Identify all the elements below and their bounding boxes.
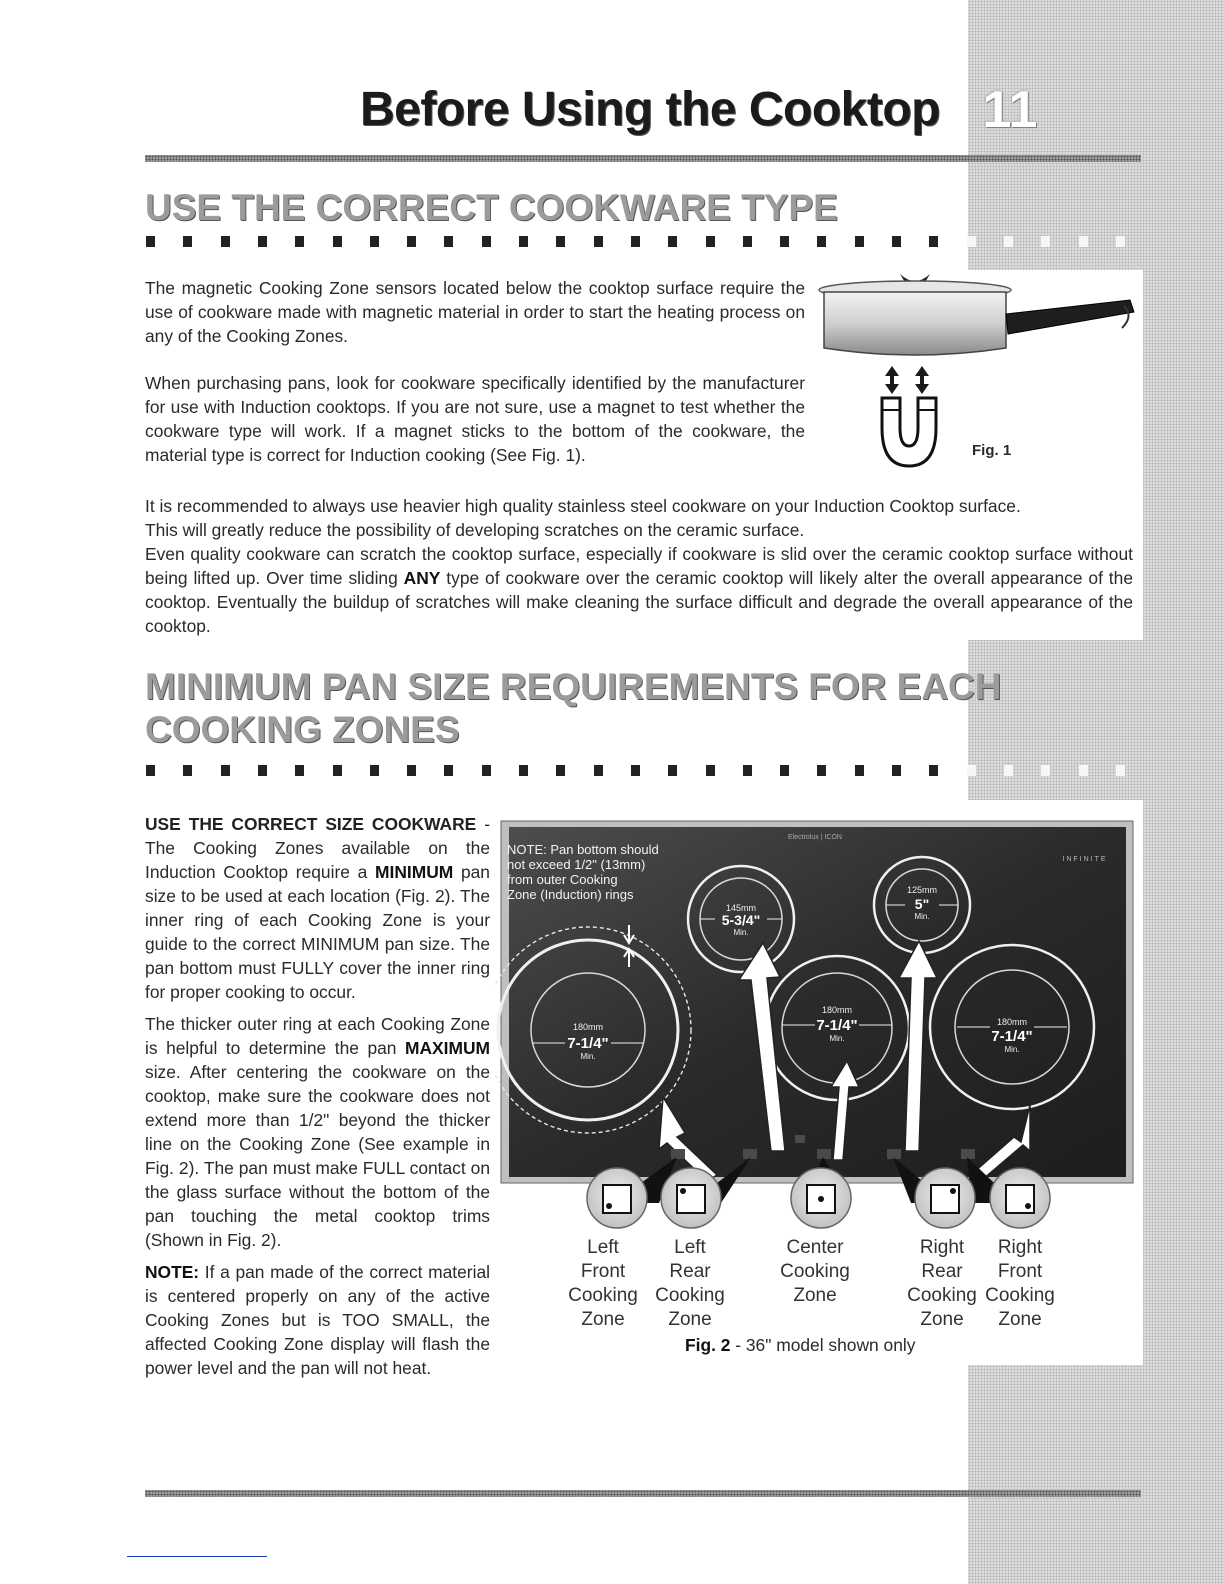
divider-square [295, 765, 304, 776]
paragraph: When purchasing pans, look for cookware specifically identified by the manufacturer for use with Induction cooktops. If you are not sure, use a magnet to test whether the cookware type will work. If a magnet sticks to the bottom of the cookware, the material type is correct for Induction cooking (See Fig. 1). [145, 373, 805, 465]
zone-size-inch: 7-1/4" [816, 1017, 858, 1034]
divider-square [146, 765, 155, 776]
text-run: size. After centering the cookware on the cooktop, make sure the cookware does not extend more than 1/2" beyond the thicker line on the Cooking Zone (See example in Fig. 2). The pan must make FULL contact on the glass surface without the bottom of the pan touching the metal cooktop trims (Shown in Fig. 2). [145, 1062, 490, 1250]
divider-square [1041, 236, 1050, 247]
divider-square [519, 765, 528, 776]
zone-label-line: Zone [581, 1309, 625, 1330]
divider-square [444, 236, 453, 247]
zone-label-line: Cooking [568, 1285, 638, 1306]
divider-square [258, 765, 267, 776]
zone-size-mm: 180mm [572, 1022, 604, 1032]
zone-label-line: Front [580, 1261, 626, 1282]
pan-magnet-illustration [812, 270, 1152, 470]
divider-square [482, 765, 491, 776]
zone-label-line: Right [997, 1237, 1043, 1258]
divider-square [594, 765, 603, 776]
divider-square [295, 236, 304, 247]
figure2-caption-text: - 36" model shown only [730, 1335, 916, 1355]
zone-label-right-front [980, 1236, 1060, 1332]
zone-size-inch: 7-1/4" [567, 1035, 609, 1052]
divider-square [370, 765, 379, 776]
cooktop-diagram [495, 815, 1140, 1230]
divider-square [1041, 765, 1050, 776]
zone-label-line: Cooking [985, 1285, 1055, 1306]
subheading: USE THE CORRECT SIZE COOKWARE [145, 814, 477, 834]
divider-square [743, 236, 752, 247]
zone-size-mm: 145mm [725, 903, 757, 913]
brand-text: Electrolux | ICON [788, 834, 842, 841]
zone-indicator-left-rear [661, 1168, 721, 1228]
section-title-cookware-type: USE THE CORRECT COOKWARE TYPE [145, 187, 838, 228]
divider-square [333, 765, 342, 776]
zone-label-line: Right [919, 1237, 965, 1258]
zone-size-mm: 180mm [821, 1005, 853, 1015]
zone-indicator-center [791, 1168, 851, 1228]
zone-size-mm: 180mm [996, 1017, 1028, 1027]
zone-label-line: Left [587, 1237, 619, 1258]
zone-label-line: Cooking [907, 1285, 977, 1306]
divider-square [1004, 236, 1013, 247]
note-line: from outer Cooking [507, 872, 618, 887]
zone-label-line: Cooking [655, 1285, 725, 1306]
zone-min: Min. [733, 928, 749, 937]
divider-square [407, 236, 416, 247]
zone-size-inch: 7-1/4" [991, 1028, 1033, 1045]
divider-square [631, 765, 640, 776]
zone-indicator-left-front [587, 1168, 647, 1228]
divider-square [967, 765, 976, 776]
paragraph: The magnetic Cooking Zone sensors located below the cooktop surface require the use of cookware made with magnetic material in order to start the heating process on any of the Cooking Zones. [145, 278, 805, 346]
zone-label-line: Left [674, 1237, 706, 1258]
divider-square [780, 765, 789, 776]
divider-square [556, 765, 565, 776]
text-run: If a pan made of the correct material is centered properly on any of the active Cooking Zones but is TOO SMALL, the affected Cooking Zone display will flash the power level and the pan will not heat. [145, 1262, 490, 1378]
text-run: type of cookware over the ceramic cooktop will likely alter the overall appearance of the cooktop. Eventually the buildup of scratches will make cleaning the surface difficult and degrade the overall appearance of the cooktop. [145, 568, 1133, 636]
note-line: not exceed 1/2" (13mm) [507, 857, 646, 872]
paragraph [145, 542, 1133, 638]
divider-square [817, 236, 826, 247]
divider-square [258, 236, 267, 247]
divider-square [333, 236, 342, 247]
divider-square [183, 236, 192, 247]
divider-square [631, 236, 640, 247]
zone-label-line: Zone [668, 1309, 712, 1330]
zone-label-left-front [563, 1236, 643, 1332]
divider-square [146, 236, 155, 247]
divider-square [221, 236, 230, 247]
divider-square [1079, 765, 1088, 776]
divider-square [967, 236, 976, 247]
zone-label-line: Center [786, 1237, 844, 1258]
divider-square [444, 765, 453, 776]
zone-indicator-right-front [990, 1168, 1050, 1228]
figure1-label: Fig. 1 [972, 442, 1012, 459]
zone-label-line: Zone [998, 1309, 1042, 1330]
divider-square [183, 765, 192, 776]
divider-square [482, 236, 491, 247]
zone-label-center [770, 1236, 860, 1308]
divider-square [221, 765, 230, 776]
figure2-label: Fig. 2 [685, 1335, 731, 1355]
text-run: - The Cooking Zones available on the Induction Cooktop require a [145, 814, 490, 882]
section-title-line: MINIMUM PAN SIZE REQUIREMENTS FOR EACH [145, 666, 1002, 707]
emphasis-minimum: MINIMUM [375, 862, 454, 882]
footer-link-underline [127, 1556, 267, 1557]
note-line: NOTE: Pan bottom should [507, 842, 659, 857]
divider-square [1116, 236, 1125, 247]
divider-square [929, 236, 938, 247]
zone-min: Min. [580, 1052, 596, 1061]
paragraph: This will greatly reduce the possibility of developing scratches on the ceramic surface. [145, 520, 805, 540]
zone-min: Min. [829, 1034, 845, 1043]
footer-rule [145, 1490, 1141, 1497]
text-run: Even quality cookware can scratch the cooktop surface, especially if cookware is slid over the ceramic cooktop surface without being lifted up. Over time sliding [145, 544, 1133, 588]
divider-square [1079, 236, 1088, 247]
divider-square [594, 236, 603, 247]
zone-label-line: Rear [669, 1261, 711, 1282]
figure2-caption [685, 1335, 915, 1356]
page-number: 11 [982, 81, 1038, 139]
divider-square [519, 236, 528, 247]
note-label: NOTE: [145, 1262, 200, 1282]
paragraph: It is recommended to always use heavier high quality stainless steel cookware on your Induction Cooktop surface. [145, 496, 1021, 516]
zone-label-line: Front [997, 1261, 1043, 1282]
divider-square [556, 236, 565, 247]
zone-min: Min. [1004, 1045, 1020, 1054]
emphasis-any: ANY [403, 568, 441, 588]
divider-square [706, 765, 715, 776]
text-run: The thicker outer ring at each Cooking Zone is helpful to determine the pan [145, 1014, 490, 1058]
zone-min: Min. [914, 912, 930, 921]
emphasis-maximum: MAXIMUM [404, 1038, 490, 1058]
divider-square [855, 765, 864, 776]
zone-label-line: Cooking [780, 1261, 850, 1282]
divider-square [892, 765, 901, 776]
zone-indicator-right-rear [915, 1168, 975, 1228]
divider-square [370, 236, 379, 247]
header-rule [145, 155, 1141, 162]
divider-square [706, 236, 715, 247]
divider-square [855, 236, 864, 247]
zone-label-line: Zone [920, 1309, 964, 1330]
page-title: Before Using the Cooktop [359, 83, 940, 136]
divider-square [780, 236, 789, 247]
divider-square [743, 765, 752, 776]
divider-square [892, 236, 901, 247]
divider-square [817, 765, 826, 776]
text-run: pan size to be used at each location (Fig. 2). The inner ring of each Cooking Zone is your guide to the correct MINIMUM pan size. The pan bottom must FULLY cover the inner ring for proper cooking to occur. [145, 862, 490, 1002]
divider-square [407, 765, 416, 776]
divider-square [1116, 765, 1125, 776]
zone-label-left-rear [650, 1236, 730, 1332]
note-line: Zone (Induction) rings [507, 887, 634, 902]
zone-label-right-rear [902, 1236, 982, 1332]
zone-label-line: Zone [793, 1285, 837, 1306]
divider-square [668, 765, 677, 776]
zone-size-mm: 125mm [906, 885, 938, 895]
section-title-line: COOKING ZONES [145, 709, 460, 750]
cookware-size-column [145, 812, 490, 1380]
zone-label-line: Rear [921, 1261, 963, 1282]
model-text: INFINITE [1062, 856, 1108, 863]
divider-square [668, 236, 677, 247]
section-title-pan-size [145, 665, 1002, 751]
divider-square [1004, 765, 1013, 776]
zone-size-inch: 5-3/4" [721, 912, 761, 928]
zone-size-inch: 5" [914, 896, 930, 912]
divider-square [929, 765, 938, 776]
